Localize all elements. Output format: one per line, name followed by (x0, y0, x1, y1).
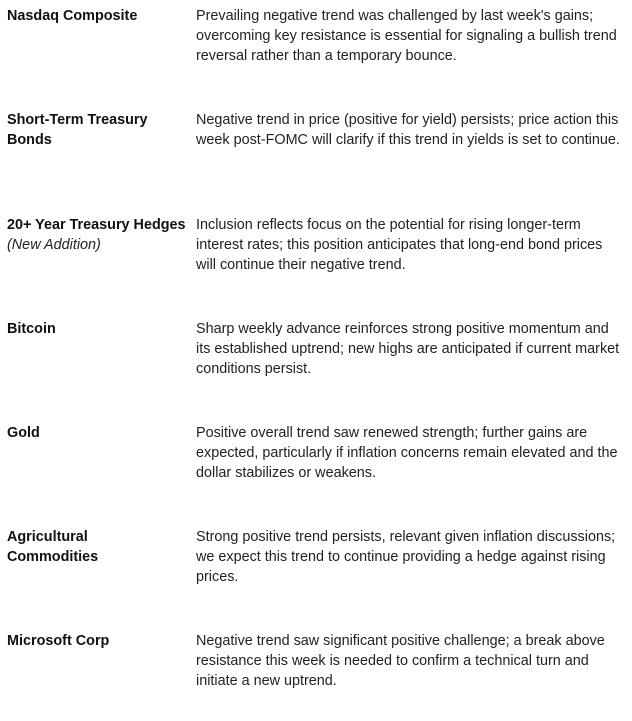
asset-name-text: Microsoft Corp (7, 633, 110, 649)
asset-commentary: Prevailing negative trend was challenged by last week's gains; overcoming key resistance is essential for signaling a bullish trend reversal rather than a temporary bounce. (196, 8, 617, 64)
asset-name (7, 319, 177, 339)
asset-name (7, 527, 127, 567)
asset-name-text: Short-Term Treasury Bonds (7, 112, 148, 148)
asset-name-text: Gold (7, 425, 40, 441)
new-addition-note: (New Addition) (7, 237, 101, 253)
asset-name (7, 423, 177, 443)
table-row (0, 423, 632, 513)
asset-name (7, 215, 187, 255)
table-row (0, 527, 632, 617)
asset-name-text: Bitcoin (7, 321, 56, 337)
asset-commentary: Positive overall trend saw renewed strength; further gains are expected, particularly if inflation concerns remain elevated and the dollar stabilizes or weakens. (196, 425, 618, 481)
asset-name (7, 110, 167, 150)
table-row (0, 6, 632, 96)
asset-commentary: Negative trend saw significant positive challenge; a break above resistance this week is needed to confirm a technical turn and initiate a new uptrend. (196, 633, 605, 689)
table-row (0, 319, 632, 409)
asset-commentary: Negative trend in price (positive for yield) persists; price action this week post-FOMC will clarify if this trend in yields is set to continue. (196, 112, 620, 148)
table-row (0, 631, 632, 721)
asset-commentary: Strong positive trend persists, relevant given inflation discussions; we expect this trend to continue providing a hedge against rising prices. (196, 529, 616, 585)
asset-name (7, 6, 177, 26)
asset-commentary: Inclusion reflects focus on the potential for rising longer-term interest rates; this position anticipates that long-end bond prices will continue their negative trend. (196, 217, 603, 273)
asset-name-text: Nasdaq Composite (7, 8, 138, 24)
asset-name (7, 631, 177, 651)
table-row (0, 215, 632, 305)
asset-commentary: Sharp weekly advance reinforces strong positive momentum and its established uptrend; new highs are anticipated if current market conditions persist. (196, 321, 620, 377)
asset-name-text: Agricultural Commodities (7, 529, 99, 565)
asset-name-text: 20+ Year Treasury Hedges (7, 217, 186, 233)
table-row (0, 110, 632, 200)
